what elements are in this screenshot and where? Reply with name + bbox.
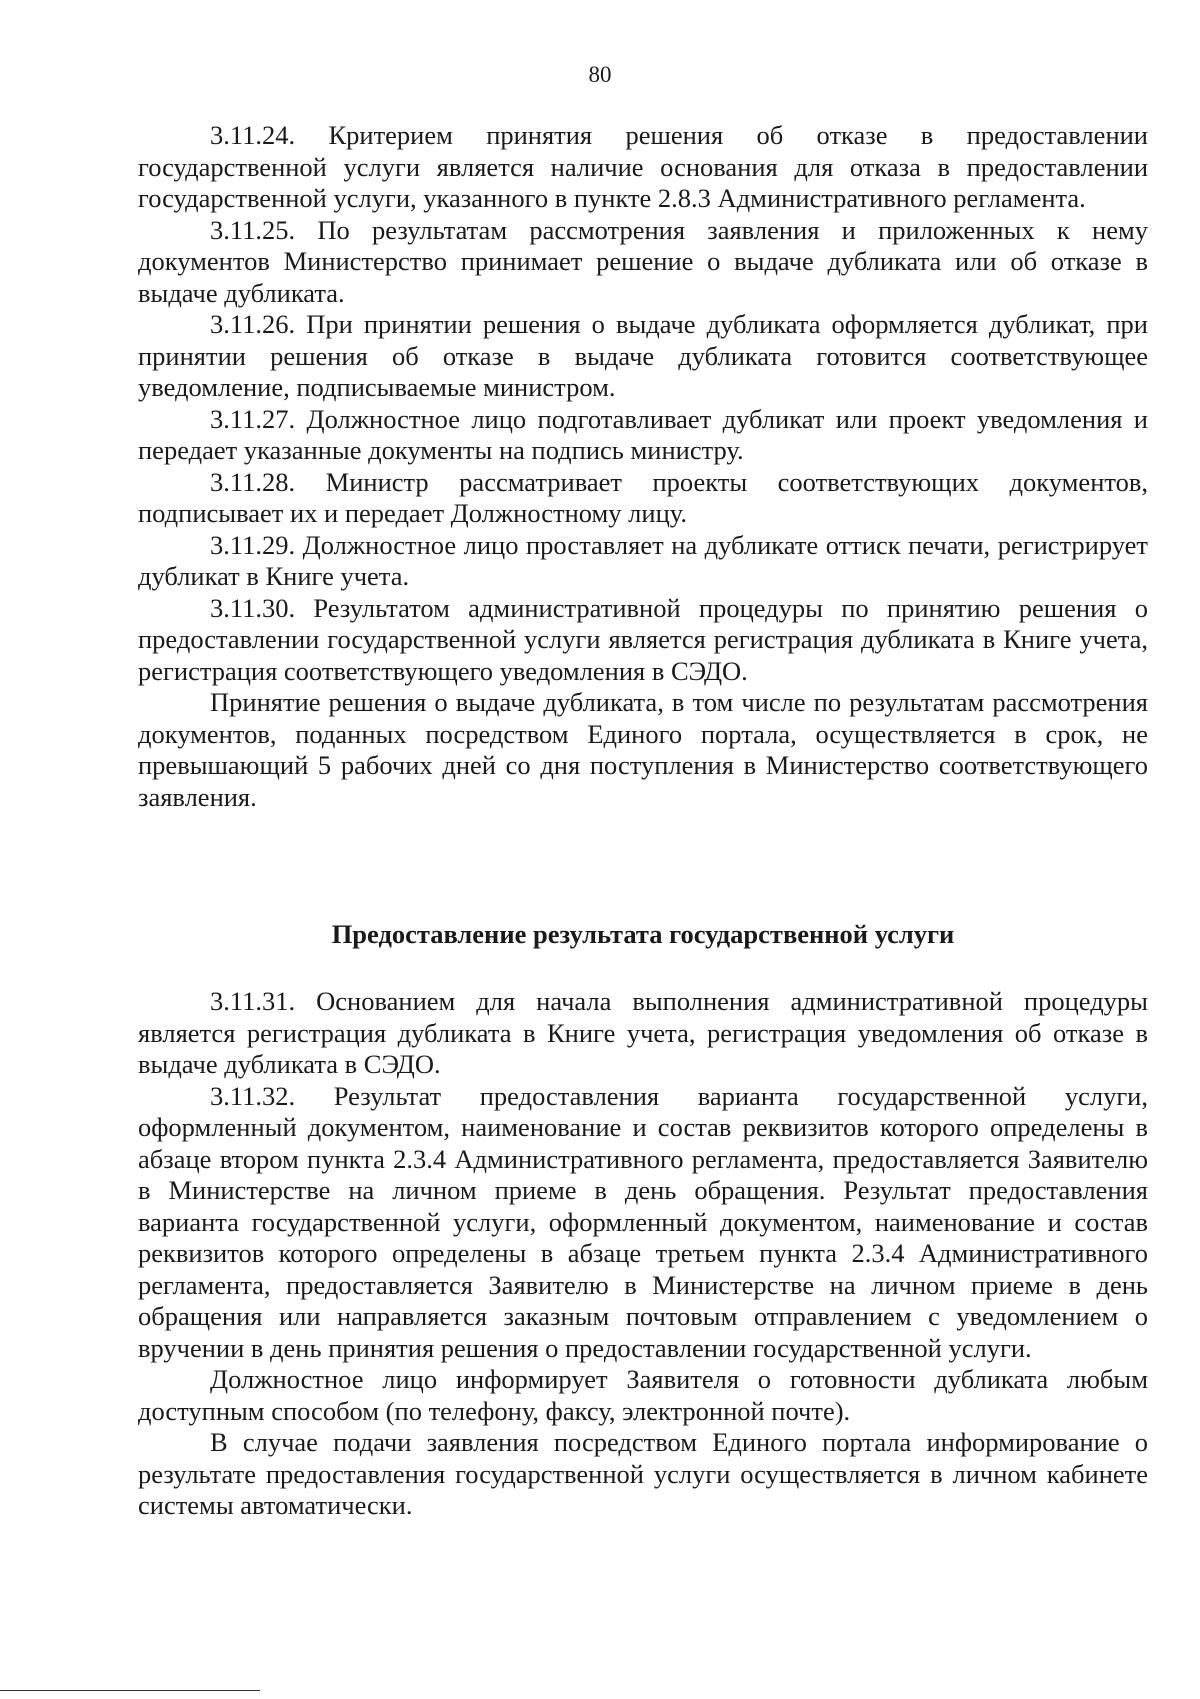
paragraph-portal-notification: В случае подачи заявления посредством Единого портала информирование о результате предоставления государственной услуги осуществляется в личном кабинете системы автоматически. — [138, 1427, 1148, 1520]
page-number: 80 — [588, 62, 612, 87]
paragraph-3-11-31: 3.11.31. Основанием для начала выполнения административной процедуры является регистрация дубликата в Книге учета, регистрация уведомления об отказе в выдаче дубликата в СЭДО. — [138, 986, 1148, 1079]
section-heading: Предоставление результата государственной услуги — [331, 919, 955, 949]
paragraph-3-11-26: 3.11.26. При принятии решения о выдаче дубликата оформляется дубликат, при принятии решения об отказе в выдаче дубликата готовится соответствующее уведомление, подписываемые министром. — [138, 309, 1148, 402]
body-text-top — [138, 120, 1148, 813]
footnote-rule — [0, 1690, 260, 1691]
paragraph-3-11-27: 3.11.27. Должностное лицо подготавливает дубликат или проект уведомления и передает указанные документы на подпись министру. — [138, 403, 1148, 465]
paragraph-3-11-25: 3.11.25. По результатам рассмотрения заявления и приложенных к нему документов Министерство принимает решение о выдаче дубликата или об отказе в выдаче дубликата. — [138, 214, 1148, 308]
paragraph-decision-deadline: Принятие решения о выдаче дубликата, в том числе по результатам рассмотрения документов, поданных посредством Единого портала, осуществляется в срок, не превышающий 5 рабочих дней со дня поступления в Министерство соответствующего заявления. — [138, 687, 1148, 812]
paragraph-3-11-32: 3.11.32. Результат предоставления варианта государственной услуги, оформленный документом, наименование и состав реквизитов которого определены в абзаце втором пункта 2.3.4 Административного регламента, предоставляется Заявителю в Министерстве на личном приеме в день обращения. Результат предоставления варианта государственной услуги, оформленный документом, наименование и состав реквизитов которого определены в абзаце третьем пункта 2.3.4 Административного регламента, предоставляется Заявителю в Министерстве на личном приеме в день обращения или направляется заказным почтовым отправлением с уведомлением о вручении в день принятия решения о предоставлении государственной услуги. — [138, 1080, 1148, 1363]
paragraph-3-11-28: 3.11.28. Министр рассматривает проекты соответствующих документов, подписывает их и передает Должностному лицу. — [138, 466, 1148, 528]
paragraph-3-11-24: 3.11.24. Критерием принятия решения об отказе в предоставлении государственной услуги является наличие основания для отказа в предоставлении государственной услуги, указанного в пункте 2.8.3 Административного регламента. — [138, 120, 1148, 213]
body-text-bottom — [138, 986, 1148, 1522]
paragraph-applicant-notification: Должностное лицо информирует Заявителя о готовности дубликата любым доступным способом (по телефону, факсу, электронной почте). — [138, 1364, 1148, 1426]
paragraph-3-11-29: 3.11.29. Должностное лицо проставляет на дубликате оттиск печати, регистрирует дубликат в Книге учета. — [138, 529, 1148, 591]
paragraph-3-11-30: 3.11.30. Результатом административной процедуры по принятию решения о предоставлении государственной услуги является регистрация дубликата в Книге учета, регистрация соответствующего уведомления в СЭДО. — [138, 592, 1148, 686]
